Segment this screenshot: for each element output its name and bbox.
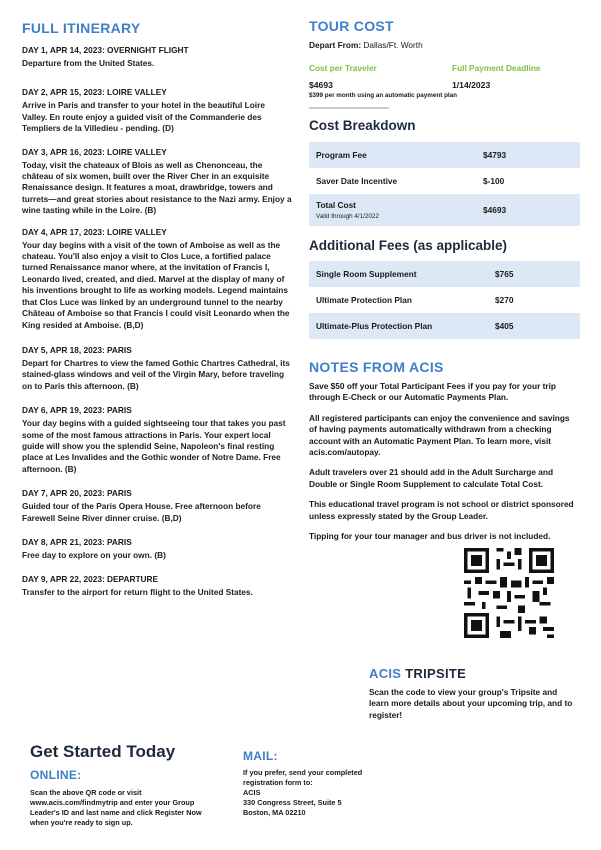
monthly-note: $399 per month using an automatic payment plan xyxy=(309,92,458,99)
fees-row xyxy=(309,261,580,287)
fees-row xyxy=(309,313,580,339)
cost-labels xyxy=(309,63,581,73)
fees-table xyxy=(309,261,580,339)
day-text: Guided tour of the Paris Opera House. Free afternoon before Farewell Seine River dinner cruise. (B,D) xyxy=(22,501,261,523)
right-column xyxy=(309,18,581,551)
row-value: $765 xyxy=(495,269,514,279)
day-item xyxy=(22,147,292,217)
row-value: $405 xyxy=(495,321,514,331)
depart-from xyxy=(309,40,581,50)
note-paragraph: Adult travelers over 21 should add in the Adult Surcharge and Double or Single Room Supplement to calculate Total Cost. xyxy=(309,467,554,489)
divider xyxy=(309,107,389,109)
tripsite-title-b: TRIPSITE xyxy=(405,666,467,681)
itinerary-title xyxy=(22,20,141,36)
note-paragraph: All registered participants can enjoy the convenience and savings of having payments automatically withdrawn from a checking account with an Automatic Payment Plan. To learn more, visit acis.com/autopay. xyxy=(309,412,570,458)
mail-line: ACIS xyxy=(243,788,261,797)
day-item xyxy=(22,45,292,69)
itinerary-title-b: ITINERARY xyxy=(62,20,141,36)
day-item xyxy=(22,345,292,392)
itinerary-list xyxy=(22,45,292,609)
tripsite-text: Scan the code to view your group's Tripsite and learn more details about your upcoming trip, and to register! xyxy=(369,687,573,720)
day-item xyxy=(22,227,292,331)
day-text: Depart for Chartres to view the famed Gothic Chartres Cathedral, its stained-glass windows and veil of the Virgin Mary, before traveling on to Paris this afternoon. (B) xyxy=(22,357,290,391)
row-label: Ultimate Protection Plan xyxy=(316,295,412,305)
breakdown-table xyxy=(309,142,580,226)
day-item xyxy=(22,537,292,561)
day-heading: DAY 8, APR 21, 2023: PARIS xyxy=(22,536,132,547)
tripsite-block xyxy=(369,666,579,730)
note-paragraph: This educational travel program is not school or district sponsored unless expressly stated by the Group Leader. xyxy=(309,499,574,521)
breakdown-title: Cost Breakdown xyxy=(309,118,416,133)
day-heading: DAY 6, APR 19, 2023: PARIS xyxy=(22,405,132,416)
row-value: $270 xyxy=(495,295,514,305)
breakdown-row xyxy=(309,168,580,194)
notes-title-b: ACIS xyxy=(409,359,444,375)
qr-code-icon[interactable] xyxy=(464,548,554,638)
day-item xyxy=(22,488,292,524)
tripsite-title-a: ACIS xyxy=(369,666,402,681)
notes-body xyxy=(309,381,577,542)
day-heading: DAY 9, APR 22, 2023: DEPARTURE xyxy=(22,574,159,585)
row-label: Single Room Supplement xyxy=(316,269,417,279)
cost-values xyxy=(309,80,581,90)
day-text: Free day to explore on your own. (B) xyxy=(22,549,166,560)
day-item xyxy=(22,87,292,134)
fees-row xyxy=(309,287,580,313)
fees-title: Additional Fees (as applicable) xyxy=(309,238,508,253)
day-text: Arrive in Paris and transfer to your hotel in the beautiful Loire Valley. En route enjoy a guided visit of the Commanderie des Templiers de la Villedieu - pending. (D) xyxy=(22,100,265,134)
day-text: Transfer to the airport for return flight to the United States. xyxy=(22,587,253,598)
row-label: Saver Date Incentive xyxy=(316,176,398,186)
day-text: Your day begins with a visit of the town of Amboise as well as the chateau. You'll also enjoy a visit to Clos Luce, a fortified palace turned Renaissance manor where, at the invitation of Francis I, Leonardo lived, created, and died. Marvel at the display of many of his inventions brought to life as working models. Legend maintains that Clos Luce was linked by an underground tunnel to the nearby Château of Amboise so that Francis I could visit Leonardo when the King resided at Amboise. (B,D) xyxy=(22,239,290,330)
mail-label: MAIL: xyxy=(243,749,278,763)
breakdown-row xyxy=(309,142,580,168)
day-item xyxy=(22,405,292,475)
online-label: ONLINE: xyxy=(30,768,82,782)
row-value: $4693 xyxy=(483,205,507,215)
mail-line: Boston, MA 02210 xyxy=(243,808,306,817)
row-value: $-100 xyxy=(483,176,505,186)
get-started-b: Today xyxy=(126,742,176,761)
get-started-a: Get Started xyxy=(30,742,122,761)
row-sub: Valid through 4/1/2022 xyxy=(316,213,379,220)
tour-cost-title: TOUR COST xyxy=(309,18,394,34)
mail-block xyxy=(243,768,383,818)
day-text: Your day begins with a guided sightseeing tour that takes you past some of the most famous attractions in Paris. Your expert local guide will show you the splendid Seine, Napoleon's final resting place at Les Invalides and the Gothic wonder of Notre Dame. Free afternoon. (B) xyxy=(22,418,286,474)
itinerary-title-a: FULL xyxy=(22,20,59,36)
depart-value: Dallas/Ft. Worth xyxy=(363,40,423,50)
day-heading: DAY 3, APR 16, 2023: LOIRE VALLEY xyxy=(22,146,167,157)
day-heading: DAY 5, APR 18, 2023: PARIS xyxy=(22,344,132,355)
online-text: Scan the above QR code or visit www.acis.com/findmytrip and enter your Group Leader's ID and last name and click Register Now when you're ready to sign up. xyxy=(30,788,202,827)
day-item xyxy=(22,574,292,598)
row-label: Ultimate-Plus Protection Plan xyxy=(316,321,433,331)
depart-label: Depart From: xyxy=(309,40,362,50)
deadline-value: 1/14/2023 xyxy=(452,80,491,90)
cost-per-traveler-label: Cost per Traveler xyxy=(309,63,377,73)
tripsite-title xyxy=(369,666,579,681)
row-label: Program Fee xyxy=(316,150,367,160)
breakdown-row xyxy=(309,194,580,226)
row-value: $4793 xyxy=(483,150,507,160)
day-heading: DAY 2, APR 15, 2023: LOIRE VALLEY xyxy=(22,87,167,98)
day-heading: DAY 7, APR 20, 2023: PARIS xyxy=(22,488,132,499)
note-paragraph: Save $50 off your Total Participant Fees if you pay for your trip through E-Check or our Automatic Payments Plan. xyxy=(309,381,556,403)
day-heading: DAY 4, APR 17, 2023: LOIRE VALLEY xyxy=(22,226,167,237)
notes-title-a: NOTES FROM xyxy=(309,359,406,375)
total-label-wrap xyxy=(316,200,483,220)
notes-title xyxy=(309,359,581,375)
get-started-title xyxy=(30,742,175,762)
note-paragraph: Tipping for your tour manager and bus driver is not included. xyxy=(309,531,551,542)
cost-value: $4693 xyxy=(309,80,333,90)
day-heading: DAY 1, APR 14, 2023: OVERNIGHT FLIGHT xyxy=(22,45,189,55)
row-label: Total Cost xyxy=(316,200,356,210)
day-text: Departure from the United States. xyxy=(22,58,155,68)
mail-line: 330 Congress Street, Suite 5 xyxy=(243,798,342,807)
full-payment-label: Full Payment Deadline xyxy=(452,63,541,73)
mail-intro: If you prefer, send your completed registration form to: xyxy=(243,768,363,787)
day-text: Today, visit the chateaux of Blois as well as Chenonceau, the château of six women, built over the River Cher in an exquisite Renaissance design. It features a moat, drawbridge, towers and turrets—and great stories about resistance to the Nazi army. Enjoy a wine tasting while in the Loire. (B) xyxy=(22,159,292,216)
